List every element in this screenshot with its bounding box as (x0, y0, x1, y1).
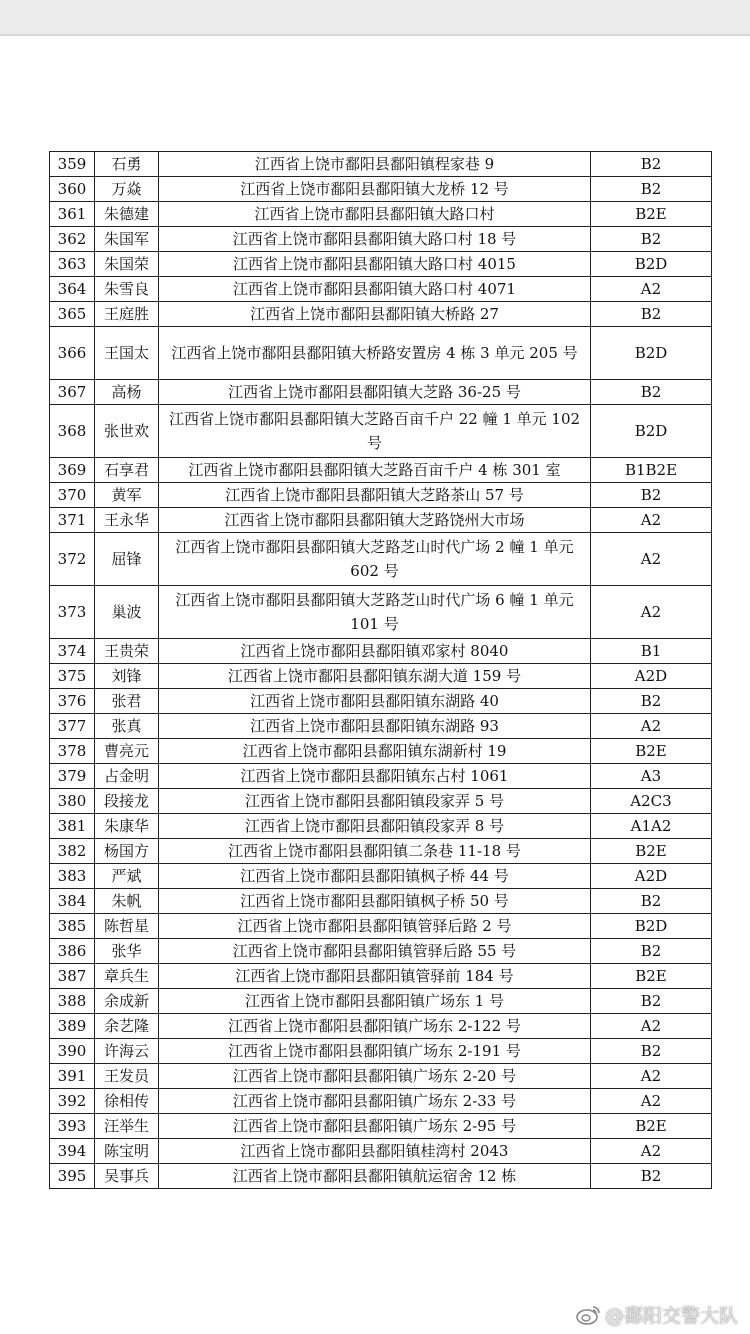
row-name: 黄军 (95, 483, 159, 508)
row-address: 江西省上饶市鄱阳县鄱阳镇大路口村 18 号 (159, 227, 591, 252)
row-address: 江西省上饶市鄱阳县鄱阳镇段家弄 8 号 (159, 814, 591, 839)
watermark-text: @鄱阳交警大队 (604, 1305, 738, 1327)
row-name: 章兵生 (95, 964, 159, 989)
table-row (50, 252, 712, 277)
row-name: 王贵荣 (95, 639, 159, 664)
row-address: 江西省上饶市鄱阳县鄱阳镇大芝路 36-25 号 (159, 380, 591, 405)
table-row (50, 1089, 712, 1114)
row-number: 383 (50, 864, 95, 889)
row-name: 张真 (95, 714, 159, 739)
table-row (50, 864, 712, 889)
weibo-icon (576, 1304, 602, 1326)
row-name: 朱帆 (95, 889, 159, 914)
row-number: 361 (50, 202, 95, 227)
row-address: 江西省上饶市鄱阳县鄱阳镇广场东 2-95 号 (159, 1114, 591, 1139)
row-number: 377 (50, 714, 95, 739)
table-row (50, 533, 712, 586)
row-address: 江西省上饶市鄱阳县鄱阳镇大芝路饶州大市场 (159, 508, 591, 533)
table-row (50, 814, 712, 839)
row-number: 384 (50, 889, 95, 914)
row-license: A2D (591, 664, 712, 689)
row-number: 379 (50, 764, 95, 789)
row-license: A2 (591, 1139, 712, 1164)
row-number: 371 (50, 508, 95, 533)
driver-list-table (49, 151, 712, 1189)
row-name: 刘锋 (95, 664, 159, 689)
row-name: 朱国荣 (95, 252, 159, 277)
row-address: 江西省上饶市鄱阳县鄱阳镇广场东 2-191 号 (159, 1039, 591, 1064)
table-row (50, 764, 712, 789)
row-number: 360 (50, 177, 95, 202)
row-license: A2 (591, 277, 712, 302)
row-number: 363 (50, 252, 95, 277)
row-license: A1A2 (591, 814, 712, 839)
row-number: 382 (50, 839, 95, 864)
top-bar (0, 0, 750, 36)
table-row (50, 202, 712, 227)
row-number: 375 (50, 664, 95, 689)
row-address: 江西省上饶市鄱阳县鄱阳镇大路口村 (159, 202, 591, 227)
row-name: 王庭胜 (95, 302, 159, 327)
row-name: 巢波 (95, 586, 159, 639)
row-license: B2D (591, 252, 712, 277)
table-row (50, 458, 712, 483)
table-row (50, 152, 712, 177)
row-license: B2 (591, 1164, 712, 1189)
row-number: 392 (50, 1089, 95, 1114)
watermark (576, 1301, 738, 1328)
row-address: 江西省上饶市鄱阳县鄱阳镇大芝路百亩千户 22 幢 1 单元 102 号 (159, 405, 591, 458)
table-row (50, 586, 712, 639)
row-license: B1 (591, 639, 712, 664)
row-name: 杨国方 (95, 839, 159, 864)
table-row (50, 1164, 712, 1189)
row-license: B2D (591, 327, 712, 380)
row-name: 余艺隆 (95, 1014, 159, 1039)
row-license: B2 (591, 152, 712, 177)
table-row (50, 964, 712, 989)
row-number: 395 (50, 1164, 95, 1189)
row-name: 陈宝明 (95, 1139, 159, 1164)
row-address: 江西省上饶市鄱阳县鄱阳镇管驿后路 2 号 (159, 914, 591, 939)
table-row (50, 177, 712, 202)
row-name: 吴事兵 (95, 1164, 159, 1189)
row-license: A2C3 (591, 789, 712, 814)
row-number: 376 (50, 689, 95, 714)
row-number: 365 (50, 302, 95, 327)
table-row (50, 483, 712, 508)
row-name: 段接龙 (95, 789, 159, 814)
row-address: 江西省上饶市鄱阳县鄱阳镇二条巷 11-18 号 (159, 839, 591, 864)
row-address: 江西省上饶市鄱阳县鄱阳镇桂湾村 2043 (159, 1139, 591, 1164)
row-license: B2 (591, 989, 712, 1014)
row-license: B2 (591, 227, 712, 252)
row-number: 369 (50, 458, 95, 483)
row-name: 张君 (95, 689, 159, 714)
table-row (50, 405, 712, 458)
table-row (50, 639, 712, 664)
row-number: 380 (50, 789, 95, 814)
row-number: 366 (50, 327, 95, 380)
row-license: B2E (591, 964, 712, 989)
row-address: 江西省上饶市鄱阳县鄱阳镇广场东 2-122 号 (159, 1014, 591, 1039)
row-number: 391 (50, 1064, 95, 1089)
row-license: B2 (591, 380, 712, 405)
row-address: 江西省上饶市鄱阳县鄱阳镇管驿后路 55 号 (159, 939, 591, 964)
row-name: 朱德建 (95, 202, 159, 227)
row-license: B2D (591, 914, 712, 939)
row-license: A2 (591, 533, 712, 586)
table-row (50, 1014, 712, 1039)
table-row (50, 839, 712, 864)
row-address: 江西省上饶市鄱阳县鄱阳镇程家巷 9 (159, 152, 591, 177)
row-license: B2D (591, 405, 712, 458)
row-name: 余成新 (95, 989, 159, 1014)
table-row (50, 1114, 712, 1139)
row-name: 王永华 (95, 508, 159, 533)
table-row (50, 989, 712, 1014)
row-name: 汪举生 (95, 1114, 159, 1139)
row-address: 江西省上饶市鄱阳县鄱阳镇大路口村 4071 (159, 277, 591, 302)
row-license: A3 (591, 764, 712, 789)
row-license: B2 (591, 483, 712, 508)
row-name: 高杨 (95, 380, 159, 405)
row-address: 江西省上饶市鄱阳县鄱阳镇枫子桥 44 号 (159, 864, 591, 889)
row-license: B2 (591, 1039, 712, 1064)
row-number: 367 (50, 380, 95, 405)
row-address: 江西省上饶市鄱阳县鄱阳镇广场东 2-33 号 (159, 1089, 591, 1114)
row-address: 江西省上饶市鄱阳县鄱阳镇大芝路芝山时代广场 2 幢 1 单元 602 号 (159, 533, 591, 586)
row-address: 江西省上饶市鄱阳县鄱阳镇东湖路 93 (159, 714, 591, 739)
row-name: 石勇 (95, 152, 159, 177)
row-number: 393 (50, 1114, 95, 1139)
row-license: B2 (591, 177, 712, 202)
row-number: 368 (50, 405, 95, 458)
row-number: 381 (50, 814, 95, 839)
row-number: 390 (50, 1039, 95, 1064)
row-license: B2 (591, 889, 712, 914)
row-license: A2 (591, 714, 712, 739)
row-license: B2E (591, 202, 712, 227)
table-row (50, 939, 712, 964)
row-name: 严斌 (95, 864, 159, 889)
row-address: 江西省上饶市鄱阳县鄱阳镇东湖路 40 (159, 689, 591, 714)
row-number: 373 (50, 586, 95, 639)
row-name: 占金明 (95, 764, 159, 789)
row-address: 江西省上饶市鄱阳县鄱阳镇东占村 1061 (159, 764, 591, 789)
row-address: 江西省上饶市鄱阳县鄱阳镇广场东 1 号 (159, 989, 591, 1014)
row-number: 394 (50, 1139, 95, 1164)
row-address: 江西省上饶市鄱阳县鄱阳镇管驿前 184 号 (159, 964, 591, 989)
row-address: 江西省上饶市鄱阳县鄱阳镇大桥路 27 (159, 302, 591, 327)
row-name: 王发员 (95, 1064, 159, 1089)
row-number: 359 (50, 152, 95, 177)
table-body (50, 152, 712, 1189)
row-license: A2 (591, 1064, 712, 1089)
table-row (50, 1139, 712, 1164)
row-address: 江西省上饶市鄱阳县鄱阳镇广场东 2-20 号 (159, 1064, 591, 1089)
row-address: 江西省上饶市鄱阳县鄱阳镇段家弄 5 号 (159, 789, 591, 814)
row-name: 陈哲星 (95, 914, 159, 939)
row-number: 370 (50, 483, 95, 508)
row-license: B2 (591, 689, 712, 714)
row-address: 江西省上饶市鄱阳县鄱阳镇大芝路茶山 57 号 (159, 483, 591, 508)
row-address: 江西省上饶市鄱阳县鄱阳镇航运宿舍 12 栋 (159, 1164, 591, 1189)
table-row (50, 327, 712, 380)
table-row (50, 689, 712, 714)
row-name: 许海云 (95, 1039, 159, 1064)
row-name: 石享君 (95, 458, 159, 483)
row-number: 385 (50, 914, 95, 939)
table-row (50, 277, 712, 302)
table-row (50, 789, 712, 814)
row-name: 朱康华 (95, 814, 159, 839)
row-address: 江西省上饶市鄱阳县鄱阳镇东湖新村 19 (159, 739, 591, 764)
table-row (50, 664, 712, 689)
row-number: 374 (50, 639, 95, 664)
row-address: 江西省上饶市鄱阳县鄱阳镇大芝路芝山时代广场 6 幢 1 单元 101 号 (159, 586, 591, 639)
row-address: 江西省上饶市鄱阳县鄱阳镇大路口村 4015 (159, 252, 591, 277)
row-license: B2E (591, 739, 712, 764)
row-name: 张华 (95, 939, 159, 964)
row-license: B2 (591, 939, 712, 964)
row-address: 江西省上饶市鄱阳县鄱阳镇东湖大道 159 号 (159, 664, 591, 689)
row-license: A2 (591, 508, 712, 533)
row-name: 王国太 (95, 327, 159, 380)
table-row (50, 889, 712, 914)
row-address: 江西省上饶市鄱阳县鄱阳镇枫子桥 50 号 (159, 889, 591, 914)
row-address: 江西省上饶市鄱阳县鄱阳镇大桥路安置房 4 栋 3 单元 205 号 (159, 327, 591, 380)
row-number: 389 (50, 1014, 95, 1039)
table-row (50, 508, 712, 533)
row-number: 386 (50, 939, 95, 964)
table-row (50, 739, 712, 764)
row-name: 朱国军 (95, 227, 159, 252)
table-row (50, 380, 712, 405)
row-name: 曹亮元 (95, 739, 159, 764)
row-number: 372 (50, 533, 95, 586)
table-row (50, 1064, 712, 1089)
row-number: 378 (50, 739, 95, 764)
row-license: B1B2E (591, 458, 712, 483)
row-license: A2 (591, 1014, 712, 1039)
row-number: 388 (50, 989, 95, 1014)
table-row (50, 227, 712, 252)
row-number: 362 (50, 227, 95, 252)
row-name: 张世欢 (95, 405, 159, 458)
row-license: B2 (591, 302, 712, 327)
row-number: 387 (50, 964, 95, 989)
row-address: 江西省上饶市鄱阳县鄱阳镇大芝路百亩千户 4 栋 301 室 (159, 458, 591, 483)
row-address: 江西省上饶市鄱阳县鄱阳镇邓家村 8040 (159, 639, 591, 664)
row-name: 朱雪良 (95, 277, 159, 302)
table-row (50, 302, 712, 327)
row-license: A2 (591, 586, 712, 639)
row-name: 屈锋 (95, 533, 159, 586)
row-name: 徐相传 (95, 1089, 159, 1114)
row-license: A2 (591, 1089, 712, 1114)
row-address: 江西省上饶市鄱阳县鄱阳镇大龙桥 12 号 (159, 177, 591, 202)
row-number: 364 (50, 277, 95, 302)
row-name: 万焱 (95, 177, 159, 202)
table-row (50, 1039, 712, 1064)
row-license: B2E (591, 839, 712, 864)
row-license: B2E (591, 1114, 712, 1139)
row-license: A2D (591, 864, 712, 889)
table-row (50, 714, 712, 739)
table-row (50, 914, 712, 939)
